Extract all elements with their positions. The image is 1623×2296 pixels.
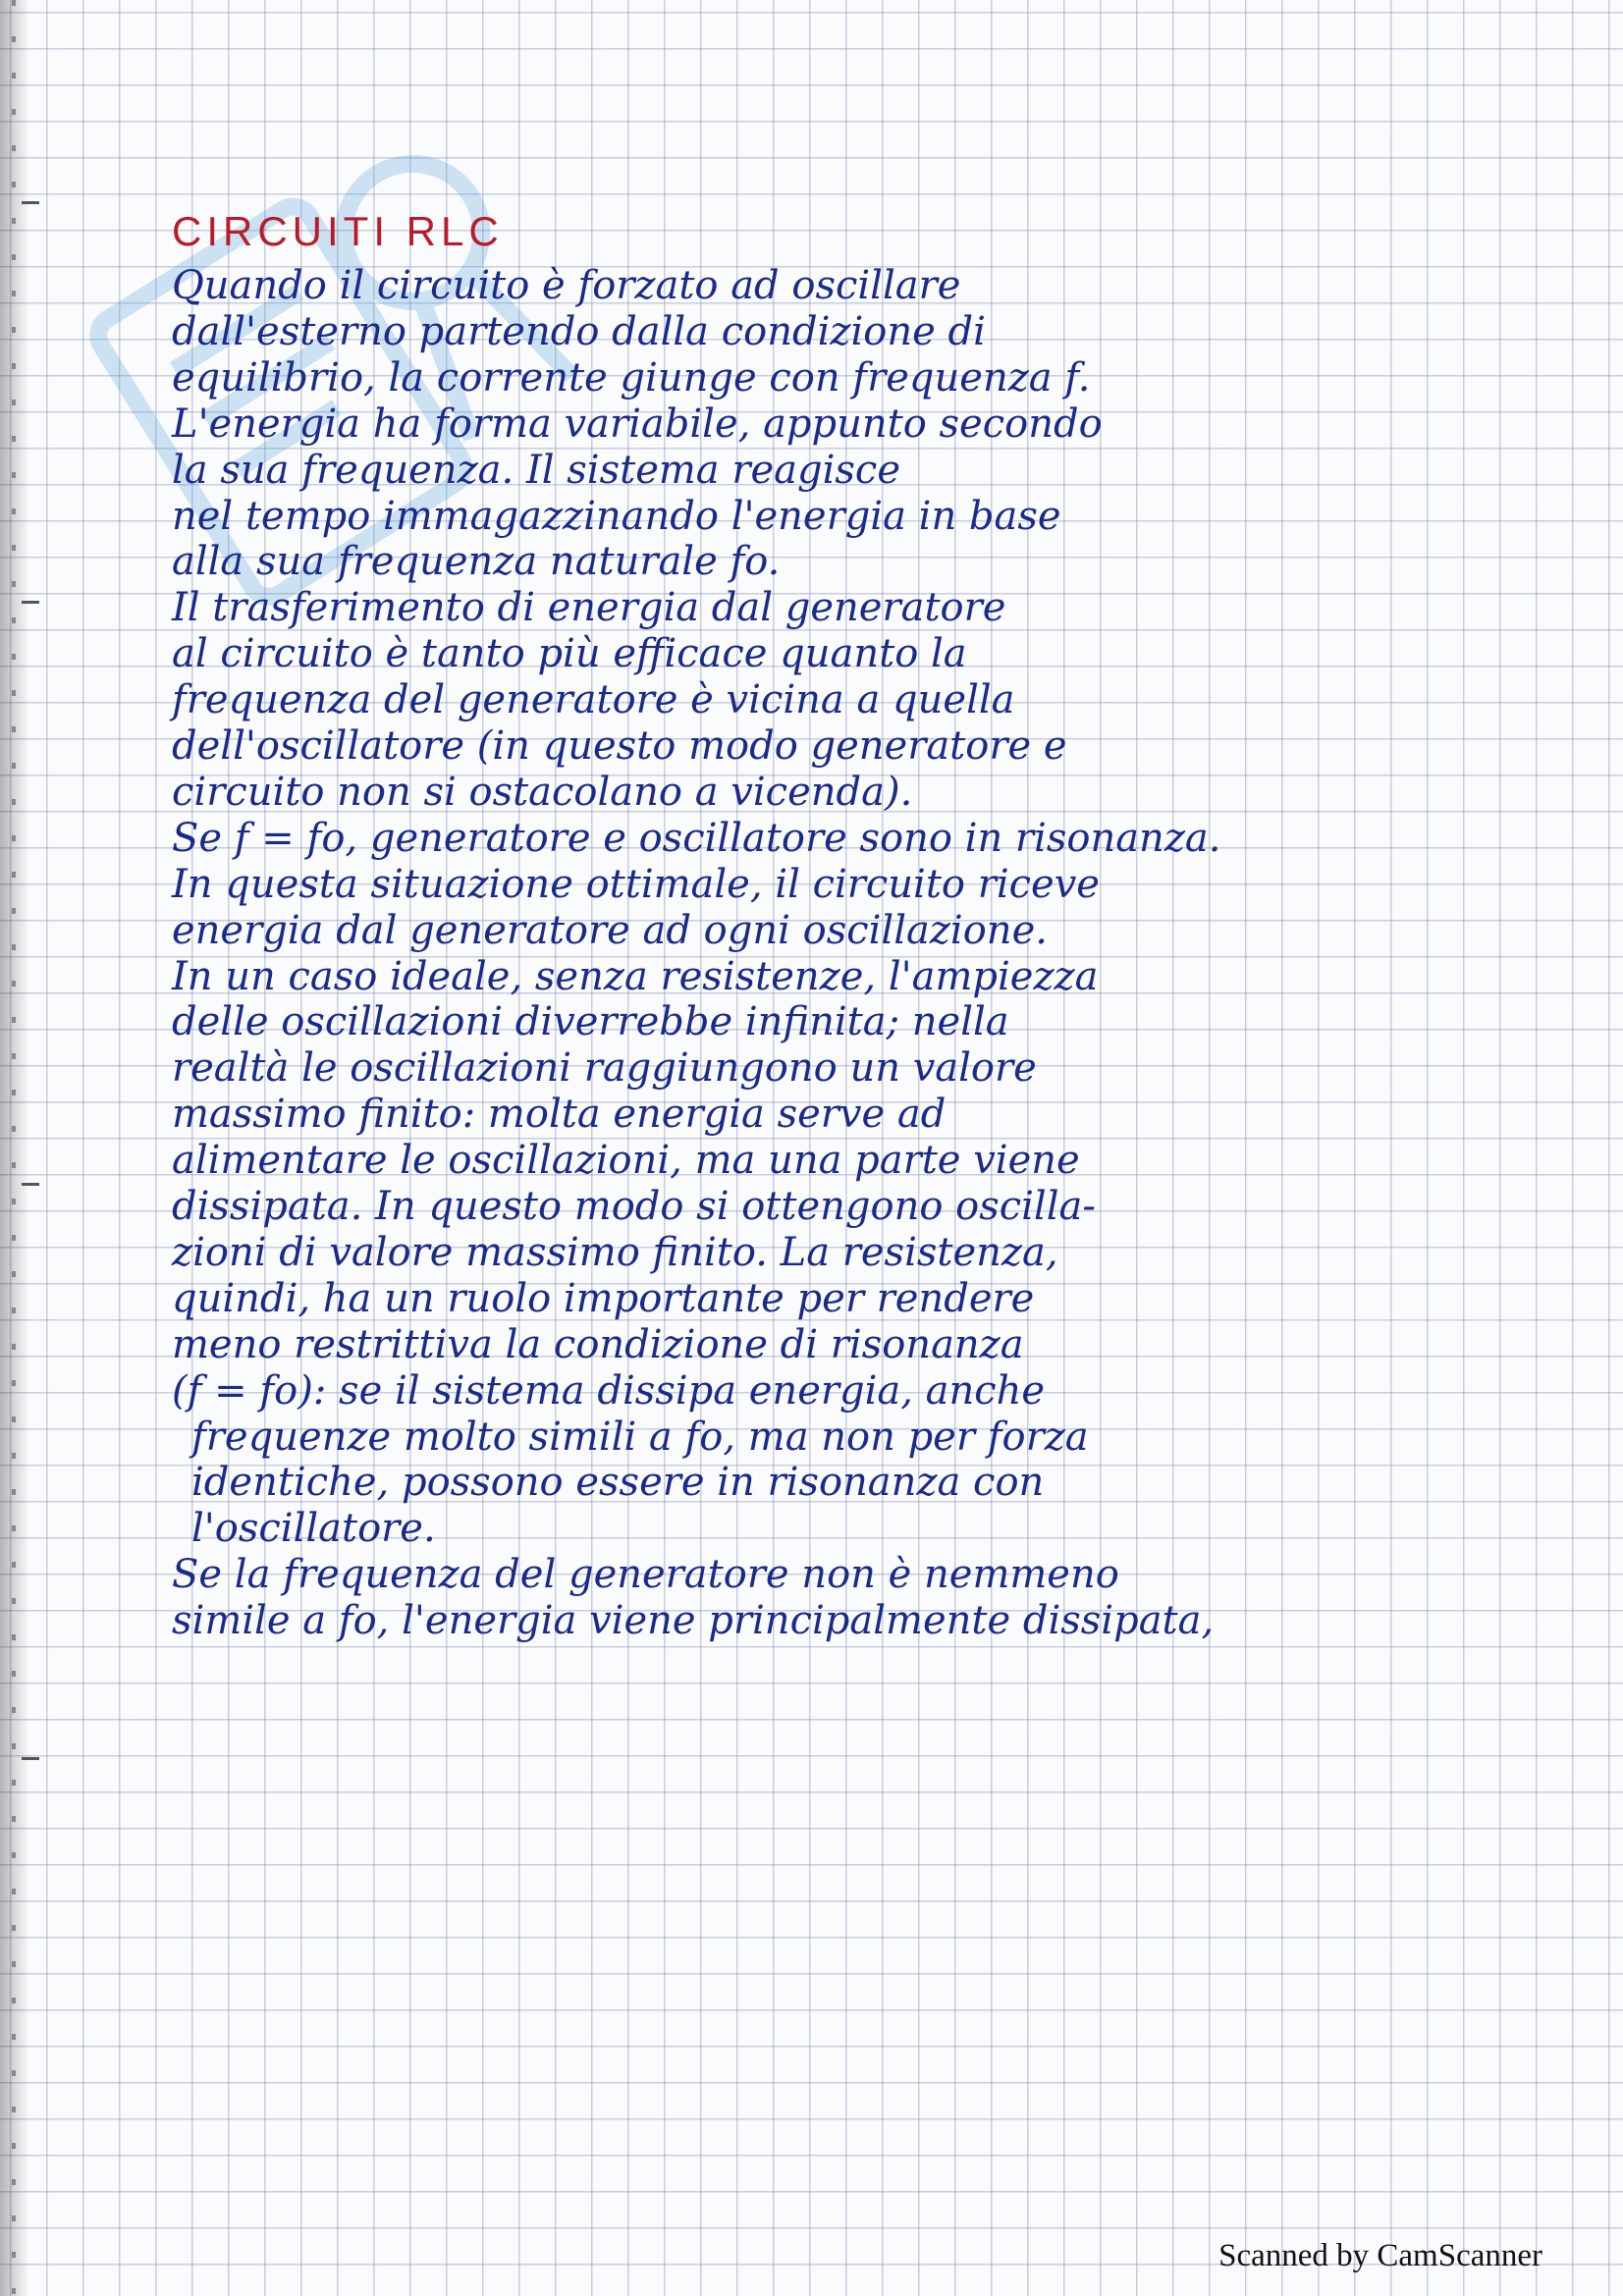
text-line: alla sua frequenza naturale fo.	[172, 539, 781, 585]
text-line: frequenza del generatore è vicina a quella	[172, 677, 1015, 723]
text-line: Il trasferimento di energia dal generatore	[172, 585, 1006, 631]
text-line: energia dal generatore ad ogni oscillazione.	[172, 907, 1048, 953]
text-line: al circuito è tanto più efficace quanto la	[172, 631, 967, 677]
text-line: frequenze molto simili a fo, ma non per forza	[191, 1414, 1089, 1460]
text-line: equilibrio, la corrente giunge con frequenza f.	[172, 354, 1091, 400]
binding-holes	[12, 0, 16, 2296]
text-line: dall'esterno partendo dalla condizione di	[172, 308, 986, 354]
text-line: Se la frequenza del generatore non è nemmeno	[172, 1552, 1119, 1598]
page-title: CIRCUITI RLC	[172, 208, 504, 254]
text-line: Quando il circuito è forzato ad oscillare	[172, 263, 961, 308]
text-line: simile a fo, l'energia viene principalmente dissipata,	[172, 1598, 1215, 1644]
text-line: alimentare le oscillazioni, ma una parte viene	[172, 1138, 1080, 1184]
margin-mark	[22, 1757, 39, 1760]
text-line: l'oscillatore.	[191, 1506, 436, 1552]
text-line: quindi, ha un ruolo importante per rendere	[172, 1275, 1035, 1321]
text-line: dell'oscillatore (in questo modo generatore e	[172, 723, 1067, 769]
text-line: massimo finito: molta energia serve ad	[172, 1092, 947, 1138]
text-line: la sua frequenza. Il sistema reagisce	[172, 447, 900, 493]
text-line: Se f = fo, generatore e oscillatore sono in risonanza.	[172, 815, 1221, 861]
text-line: delle oscillazioni diverrebbe infinita; nella	[172, 999, 1009, 1045]
margin-mark	[22, 1183, 39, 1186]
text-line: meno restrittiva la condizione di risonanza	[172, 1321, 1024, 1367]
text-line: L'energia ha forma variabile, appunto secondo	[172, 400, 1103, 447]
text-line: realtà le oscillazioni raggiungono un valore	[172, 1045, 1037, 1092]
text-line: In questa situazione ottimale, il circuito riceve	[172, 861, 1100, 907]
scanner-footer: Scanned by CamScanner	[1218, 2238, 1542, 2273]
text-line: nel tempo immagazzinando l'energia in base	[172, 493, 1061, 539]
text-line: identiche, possono essere in risonanza con	[191, 1460, 1045, 1506]
text-line: zioni di valore massimo finito. La resistenza,	[172, 1229, 1058, 1275]
text-line: In un caso ideale, senza resistenze, l'ampiezza	[172, 953, 1099, 999]
text-line: dissipata. In questo modo si ottengono oscilla-	[172, 1184, 1096, 1229]
text-line: circuito non si ostacolano a vicenda).	[172, 769, 913, 815]
text-line: (f = fo): se il sistema dissipa energia, anche	[172, 1367, 1046, 1414]
